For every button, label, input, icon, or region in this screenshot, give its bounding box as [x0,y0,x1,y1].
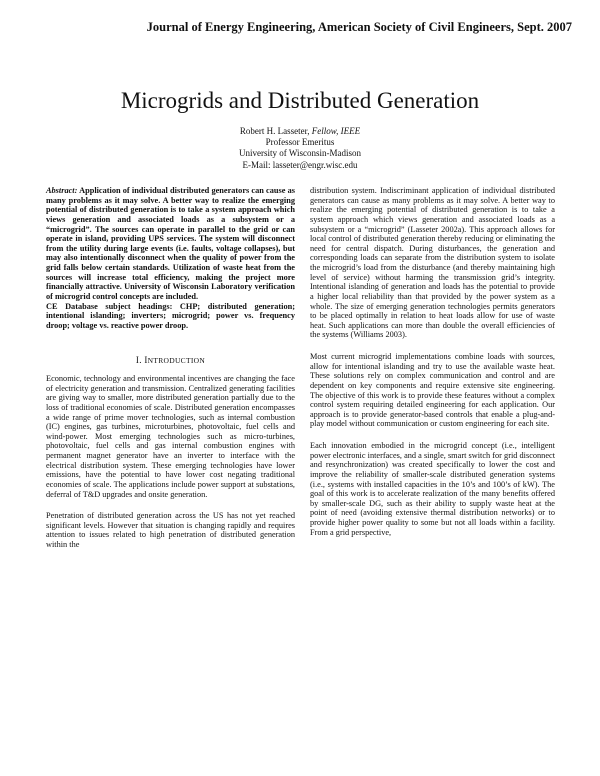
section-heading-introduction: I. INTRODUCTION [135,355,206,366]
right-column [310,186,555,537]
left-column [46,186,295,550]
author-name: Robert H. Lasseter, [239,126,312,136]
body-paragraph: Each innovation embodied in the microgrid concept (i.e., intelligent power electronic interfaces, and a single, smart switch for grid disconnect and resynchronization) was created specifically to lower the cost and improve the reliability of smaller-scale distributed generation systems (i.e., systems with installed capacities in the 10’s and 100’s of kW). The goal of this work is to accelerate realization of the many benefits offered by smaller-scale DG, such as their ability to supply waste heat at the point of need (avoiding extensive thermal distribution networks) or to provide higher power quality to some but not all loads within a facility. From a grid perspective, [310,441,555,537]
body-paragraph: distribution system. Indiscriminant application of individual distributed generators can cause as many problems as it may solve. A better way to realize the emerging potential of distributed generation is to take a system approach which views generation and associated loads as a subsystem or a “microgrid” (Lasseter 2002a). This approach allows for local control of distributed generation thereby reducing or eliminating the need for central dispatch. During disturbances, the generation and corresponding loads can separate from the distribution system to isolate the microgrid’s load from the disturbance (and thereby maintaining high level of service) without harming the transmission grid’s integrity. Intentional islanding of generation and loads has the potential to provide a higher local reliability than that provided by the power system as a whole. The size of emerging generation technologies permits generators to be placed optimally in relation to heat loads allow for use of waste heat. Such applications can more than double the overall efficiencies of the systems (Williams 2003). [310,186,555,340]
author-block [0,126,600,171]
subject-headings: CE Database subject headings: CHP; distributed generation; intentional islanding; inverters; microgrid; power vs. frequency droop; voltage vs. reactive power droop. [46,301,295,330]
author-line [0,126,600,137]
author-position: Professor Emeritus [265,137,335,148]
paper-title: Microgrids and Distributed Generation [120,88,480,113]
author-role: Fellow, IEEE [311,126,361,136]
body-paragraph: Economic, technology and environmental incentives are changing the face of electricity generation and transmission. Centralized generating facilities are giving way to smaller, more distributed generation partially due to the loss of traditional economies of scale. Distributed generation encompasses a wide range of prime mover technologies, such as internal combustion (IC) engines, gas turbines, microturbines, photovoltaic, fuel cells and wind-power. Most emerging technologies such as micro-turbines, photovoltaic, fuel cells and gas internal combustion engines with permanent magnet generator have an inverter to interface with the electrical distribution system. These emerging technologies have lower emissions, have the potential to have lower cost negating traditional economies of scale. The applications include power support at substations, deferral of T&D upgrades and onsite generation. [46,374,295,499]
journal-header: Journal of Energy Engineering, American Society of Civil Engineers, Sept. 2007 [146,20,572,34]
abstract-label: Abstract: [46,186,78,195]
author-affiliation: University of Wisconsin-Madison [239,148,361,159]
body-paragraph: Penetration of distributed generation across the US has not yet reached significant levels. However that situation is changing rapidly and requires attention to issues related to high penetration of distributed generation within the [46,511,295,549]
body-paragraph: Most current microgrid implementations combine loads with sources, allow for intentional islanding and try to use the available waste heat. These solutions rely on complex communication and control and are dependent on key components and require extensive site engineering. The objective of this work is to provide these features without a complex control system requiring detailed engineering for each application. Our approach is to provide generator-based controls that enable a plug-and-play model without communication or custom engineering for each site. [310,352,555,429]
abstract [46,186,295,302]
abstract-text: Application of individual distributed generators can cause as many problems as it may solve. A better way to realize the emerging potential of distributed generation is to take a system approach which views generation and associated loads as a subsystem or a “microgrid”. The sources can operate in parallel to the grid or can operate in island, providing UPS services. The system will disconnect from the utility during large events (i.e. faults, voltage collapses), but may also intentionally disconnect when the quality of power from the grid falls below certain standards. Utilization of waste heat from the sources will increase total efficiency, making the project more financially attractive. University of Wisconsin Laboratory verification of microgrid control concepts are included. [46,186,295,301]
author-email: E-Mail: lasseter@engr.wisc.edu [242,159,358,170]
